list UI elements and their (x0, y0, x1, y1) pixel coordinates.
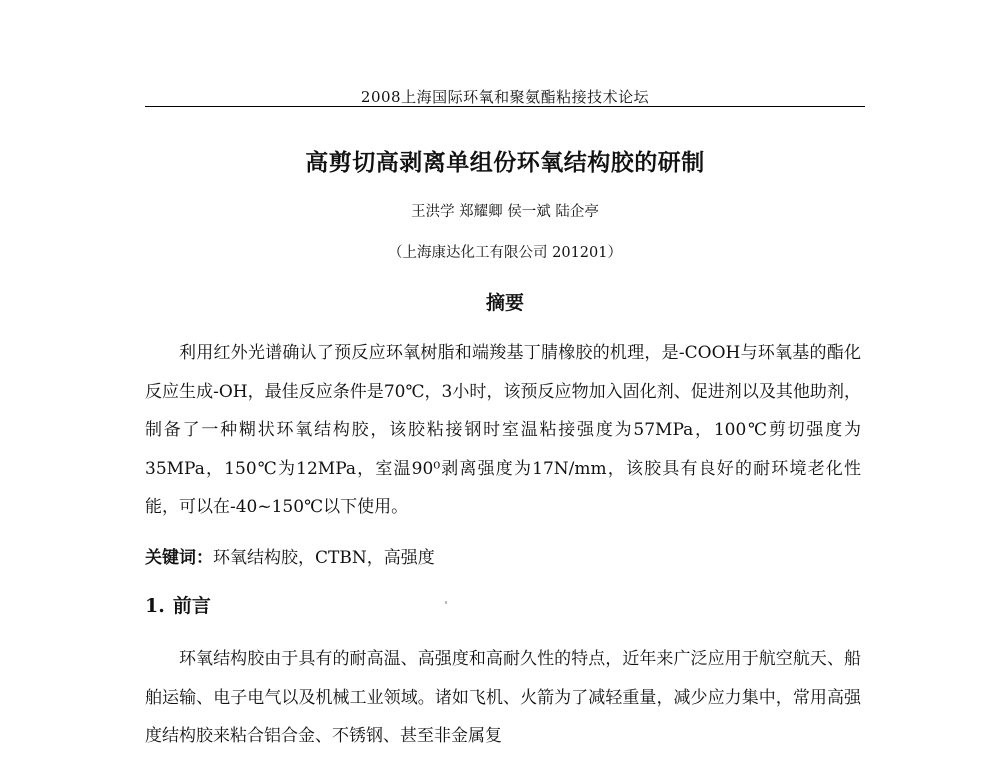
authors: 王洪学 郑耀卿 侯一斌 陆企亭 (411, 204, 599, 220)
affiliation: （上海康达化工有限公司 201201） (388, 245, 622, 261)
header-rule (145, 106, 865, 107)
abstract-text: 利用红外光谱确认了预反应环氧树脂和端羧基丁腈橡胶的机理，是-COOH与环氧基的酯化反应生成-OH，最佳反应条件是70℃，3小时，该预反应物加入固化剂、促进剂以及其他助剂，制备了一种糊状环氧结构胶，该胶粘接钢时室温粘接强度为57MPa，100℃剪切强度为35MPa，150℃为12MPa，室温90⁰剥离强度为17N/mm，该胶具有良好的耐环境老化性能，可以在-40~150℃以下使用。 (145, 343, 861, 517)
section-title: 前言 (172, 595, 211, 617)
section-heading (145, 591, 211, 618)
section-number: 1. (145, 595, 165, 617)
intro-paragraph: 环氧结构胶由于具有的耐高温、高强度和高耐久性的特点，近年来广泛应用于航空航天、船舶运输、电子电气以及机械工业领域。诸如飞机、火箭为了减轻重量，减少应力集中，常用高强度结构胶来粘合铝合金、不锈钢、甚至非金属复 (145, 649, 861, 746)
paper-title: 高剪切高剥离单组份环氧结构胶的研制 (305, 149, 705, 176)
keywords (145, 539, 861, 577)
abstract-heading: 摘要 (485, 292, 524, 314)
running-header: 2008上海国际环氧和聚氨酯粘接技术论坛 (360, 88, 650, 106)
keywords-label: 关键词： (145, 548, 213, 568)
keywords-value: 环氧结构胶，CTBN，高强度 (213, 548, 435, 568)
scan-speck (445, 601, 447, 604)
